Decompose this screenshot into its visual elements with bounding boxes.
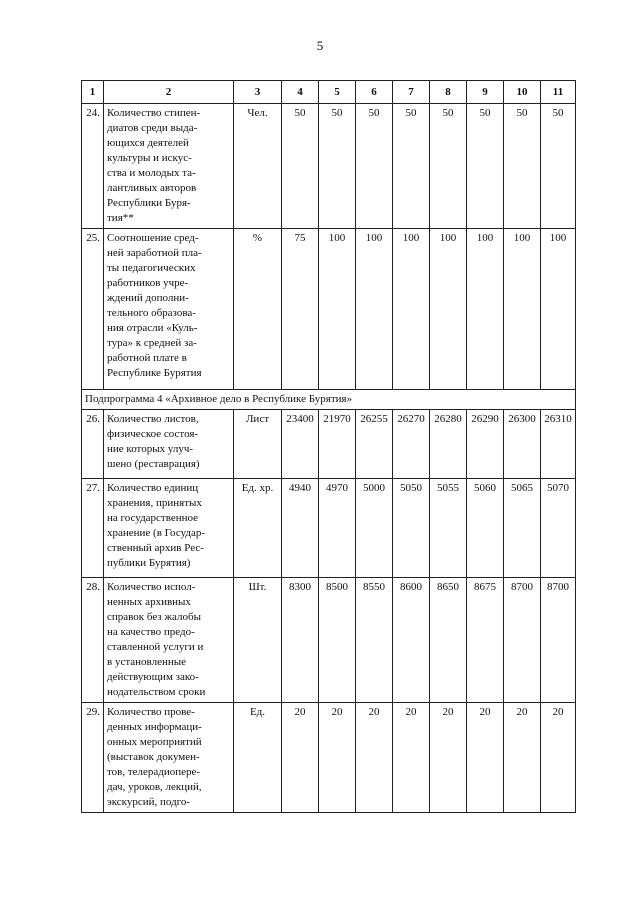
unit-cell: Ед. bbox=[234, 703, 282, 813]
value-cell: 50 bbox=[467, 104, 504, 229]
value-cell: 8500 bbox=[319, 578, 356, 703]
value-cell: 23400 bbox=[282, 410, 319, 479]
value-cell: 100 bbox=[541, 229, 576, 390]
value-cell: 8650 bbox=[430, 578, 467, 703]
value-cell: 5000 bbox=[356, 479, 393, 578]
value-cell: 20 bbox=[356, 703, 393, 813]
value-cell: 50 bbox=[319, 104, 356, 229]
value-cell: 26280 bbox=[430, 410, 467, 479]
header-row bbox=[82, 81, 576, 104]
value-cell: 8700 bbox=[541, 578, 576, 703]
value-cell: 26270 bbox=[393, 410, 430, 479]
value-cell: 50 bbox=[504, 104, 541, 229]
row-number: 24. bbox=[82, 104, 104, 229]
column-header: 3 bbox=[234, 81, 282, 104]
value-cell: 100 bbox=[319, 229, 356, 390]
table-row bbox=[82, 229, 576, 390]
value-cell: 26310 bbox=[541, 410, 576, 479]
column-header: 2 bbox=[104, 81, 234, 104]
value-cell: 20 bbox=[541, 703, 576, 813]
row-number: 28. bbox=[82, 578, 104, 703]
value-cell: 8675 bbox=[467, 578, 504, 703]
value-cell: 4970 bbox=[319, 479, 356, 578]
row-number: 26. bbox=[82, 410, 104, 479]
value-cell: 8600 bbox=[393, 578, 430, 703]
indicator-name: Количество испол- ненных архивных справок без жалобы на качество предо- ставленной услуги и в установленные действующим зако- нодательством сроки bbox=[104, 578, 234, 703]
value-cell: 50 bbox=[393, 104, 430, 229]
value-cell: 5055 bbox=[430, 479, 467, 578]
value-cell: 8300 bbox=[282, 578, 319, 703]
value-cell: 5070 bbox=[541, 479, 576, 578]
value-cell: 50 bbox=[541, 104, 576, 229]
value-cell: 50 bbox=[282, 104, 319, 229]
value-cell: 26255 bbox=[356, 410, 393, 479]
unit-cell: Шт. bbox=[234, 578, 282, 703]
table-row bbox=[82, 410, 576, 479]
column-header: 6 bbox=[356, 81, 393, 104]
column-header: 7 bbox=[393, 81, 430, 104]
value-cell: 4940 bbox=[282, 479, 319, 578]
column-header: 5 bbox=[319, 81, 356, 104]
value-cell: 100 bbox=[504, 229, 541, 390]
value-cell: 100 bbox=[393, 229, 430, 390]
value-cell: 8550 bbox=[356, 578, 393, 703]
unit-cell: Ед. хр. bbox=[234, 479, 282, 578]
indicator-name: Количество листов, физическое состоя- ние которых улуч- шено (реставрация) bbox=[104, 410, 234, 479]
unit-cell: Лист bbox=[234, 410, 282, 479]
value-cell: 20 bbox=[282, 703, 319, 813]
value-cell: 20 bbox=[467, 703, 504, 813]
value-cell: 21970 bbox=[319, 410, 356, 479]
column-header: 10 bbox=[504, 81, 541, 104]
indicator-name: Количество прове- денных информаци- онных мероприятий (выставок докумен- тов, телерадиопере- дач, уроков, лекций, экскурсий, подго- bbox=[104, 703, 234, 813]
column-header: 4 bbox=[282, 81, 319, 104]
value-cell: 26300 bbox=[504, 410, 541, 479]
value-cell: 5060 bbox=[467, 479, 504, 578]
value-cell: 20 bbox=[319, 703, 356, 813]
value-cell: 100 bbox=[467, 229, 504, 390]
row-number: 25. bbox=[82, 229, 104, 390]
indicator-name: Соотношение сред- ней заработной пла- ты педагогических работников учре- ждений дополни- тельного образова- ния отрасли «Куль- тура» к средней за- работной плате в Республике Бурятия bbox=[104, 229, 234, 390]
row-number: 27. bbox=[82, 479, 104, 578]
section-title: Подпрограмма 4 «Архивное дело в Республике Бурятия» bbox=[82, 390, 576, 410]
unit-cell: Чел. bbox=[234, 104, 282, 229]
value-cell: 20 bbox=[393, 703, 430, 813]
table-row bbox=[82, 479, 576, 578]
value-cell: 20 bbox=[430, 703, 467, 813]
value-cell: 50 bbox=[356, 104, 393, 229]
unit-cell: % bbox=[234, 229, 282, 390]
column-header: 9 bbox=[467, 81, 504, 104]
value-cell: 100 bbox=[430, 229, 467, 390]
value-cell: 5050 bbox=[393, 479, 430, 578]
column-header: 11 bbox=[541, 81, 576, 104]
indicator-name: Количество стипен- диатов среди выда- ющихся деятелей культуры и искус- ства и молодых та- лантливых авторов Республики Буря- тия** bbox=[104, 104, 234, 229]
table-row bbox=[82, 703, 576, 813]
indicators-table bbox=[81, 80, 576, 813]
value-cell: 50 bbox=[430, 104, 467, 229]
table-row bbox=[82, 104, 576, 229]
table-row bbox=[82, 578, 576, 703]
column-header: 1 bbox=[82, 81, 104, 104]
value-cell: 75 bbox=[282, 229, 319, 390]
value-cell: 100 bbox=[356, 229, 393, 390]
value-cell: 5065 bbox=[504, 479, 541, 578]
value-cell: 20 bbox=[504, 703, 541, 813]
value-cell: 26290 bbox=[467, 410, 504, 479]
page-number: 5 bbox=[316, 38, 324, 53]
section-row bbox=[82, 390, 576, 410]
column-header: 8 bbox=[430, 81, 467, 104]
row-number: 29. bbox=[82, 703, 104, 813]
indicator-name: Количество единиц хранения, принятых на государственное хранение (в Государ- ственный архив Рес- публики Бурятия) bbox=[104, 479, 234, 578]
value-cell: 8700 bbox=[504, 578, 541, 703]
